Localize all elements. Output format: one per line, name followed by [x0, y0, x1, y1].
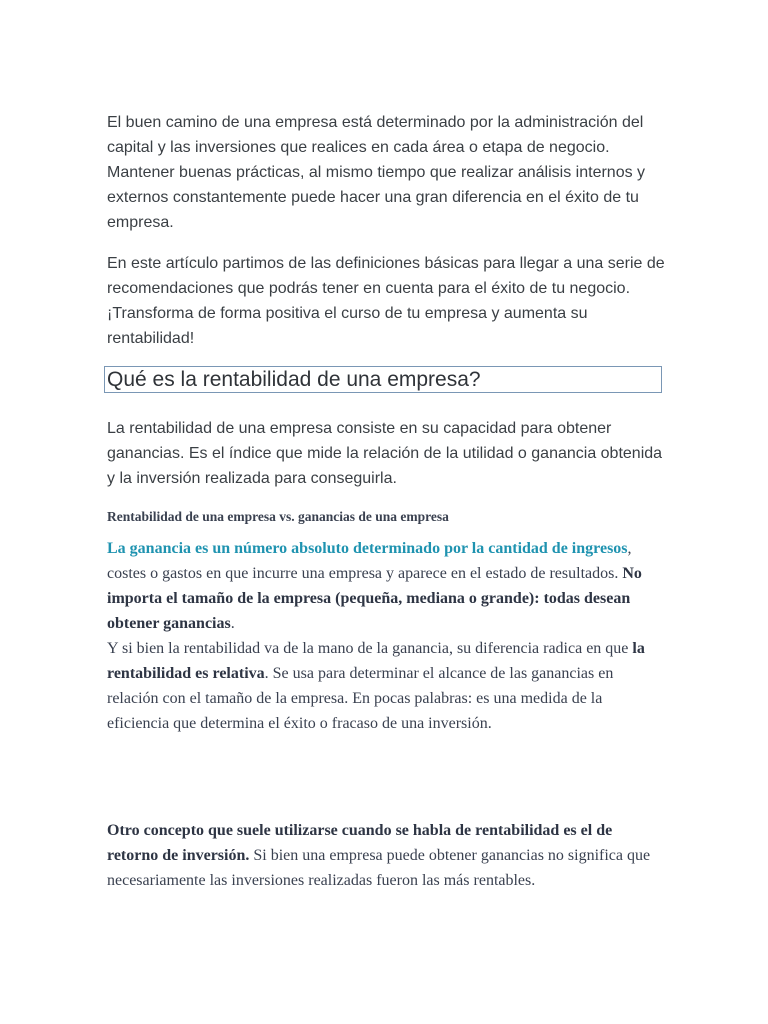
section-heading: Qué es la rentabilidad de una empresa? — [107, 368, 481, 391]
bold-text: la rentabilidad es relativa — [107, 640, 645, 682]
body-text: Si bien una empresa puede obtener ganancias no significa que necesariamente las inversiones realizadas fueron las más rentables. — [107, 847, 651, 889]
intro-paragraph-1: El buen camino de una empresa está determinado por la administración del capital y las inversiones que realices en cada área o etapa de negocio. Mantener buenas prácticas, al mismo tiempo que realizar análisis internos y externos constantemente puede hacer una gran diferencia en el éxito de tu empresa. — [107, 114, 646, 231]
definition-paragraph: La rentabilidad de una empresa consiste en su capacidad para obtener ganancias. Es el índice que mide la relación de la utilidad o ganancia obtenida y la inversión realizada para conseguirla. — [107, 420, 663, 487]
body-text: . — [230, 615, 235, 632]
body-text: . Se usa para determinar el alcance de las ganancias en relación con el tamaño de la empresa. En pocas palabras: es una medida de la eficiencia que determina el éxito o fracaso de una inversión. — [107, 665, 614, 732]
roi-paragraph — [107, 818, 667, 893]
subsection-heading: Rentabilidad de una empresa vs. ganancias de una empresa — [107, 509, 449, 524]
intro-paragraph-2: En este artículo partimos de las definiciones básicas para llegar a una serie de recomendaciones que podrás tener en cuenta para el éxito de tu negocio. ¡Transforma de forma positiva el curso de tu empresa y aumenta su rentabilidad! — [107, 255, 665, 347]
comparison-paragraph — [107, 536, 667, 736]
body-text: Y si bien la rentabilidad va de la mano de la ganancia, su diferencia radica en que — [107, 640, 633, 657]
accent-highlight-text: La ganancia es un número absoluto determinado por la cantidad de ingresos — [107, 540, 628, 557]
body-text: , costes o gastos en que incurre una empresa y aparece en el estado de resultados. — [107, 540, 632, 582]
bold-text: No importa el tamaño de la empresa (pequeña, mediana o grande): todas desean obtener ganancias — [107, 565, 642, 632]
section-heading-box — [104, 366, 662, 393]
bold-text: Otro concepto que suele utilizarse cuando se habla de rentabilidad es el de retorno de inversión. — [107, 822, 613, 864]
